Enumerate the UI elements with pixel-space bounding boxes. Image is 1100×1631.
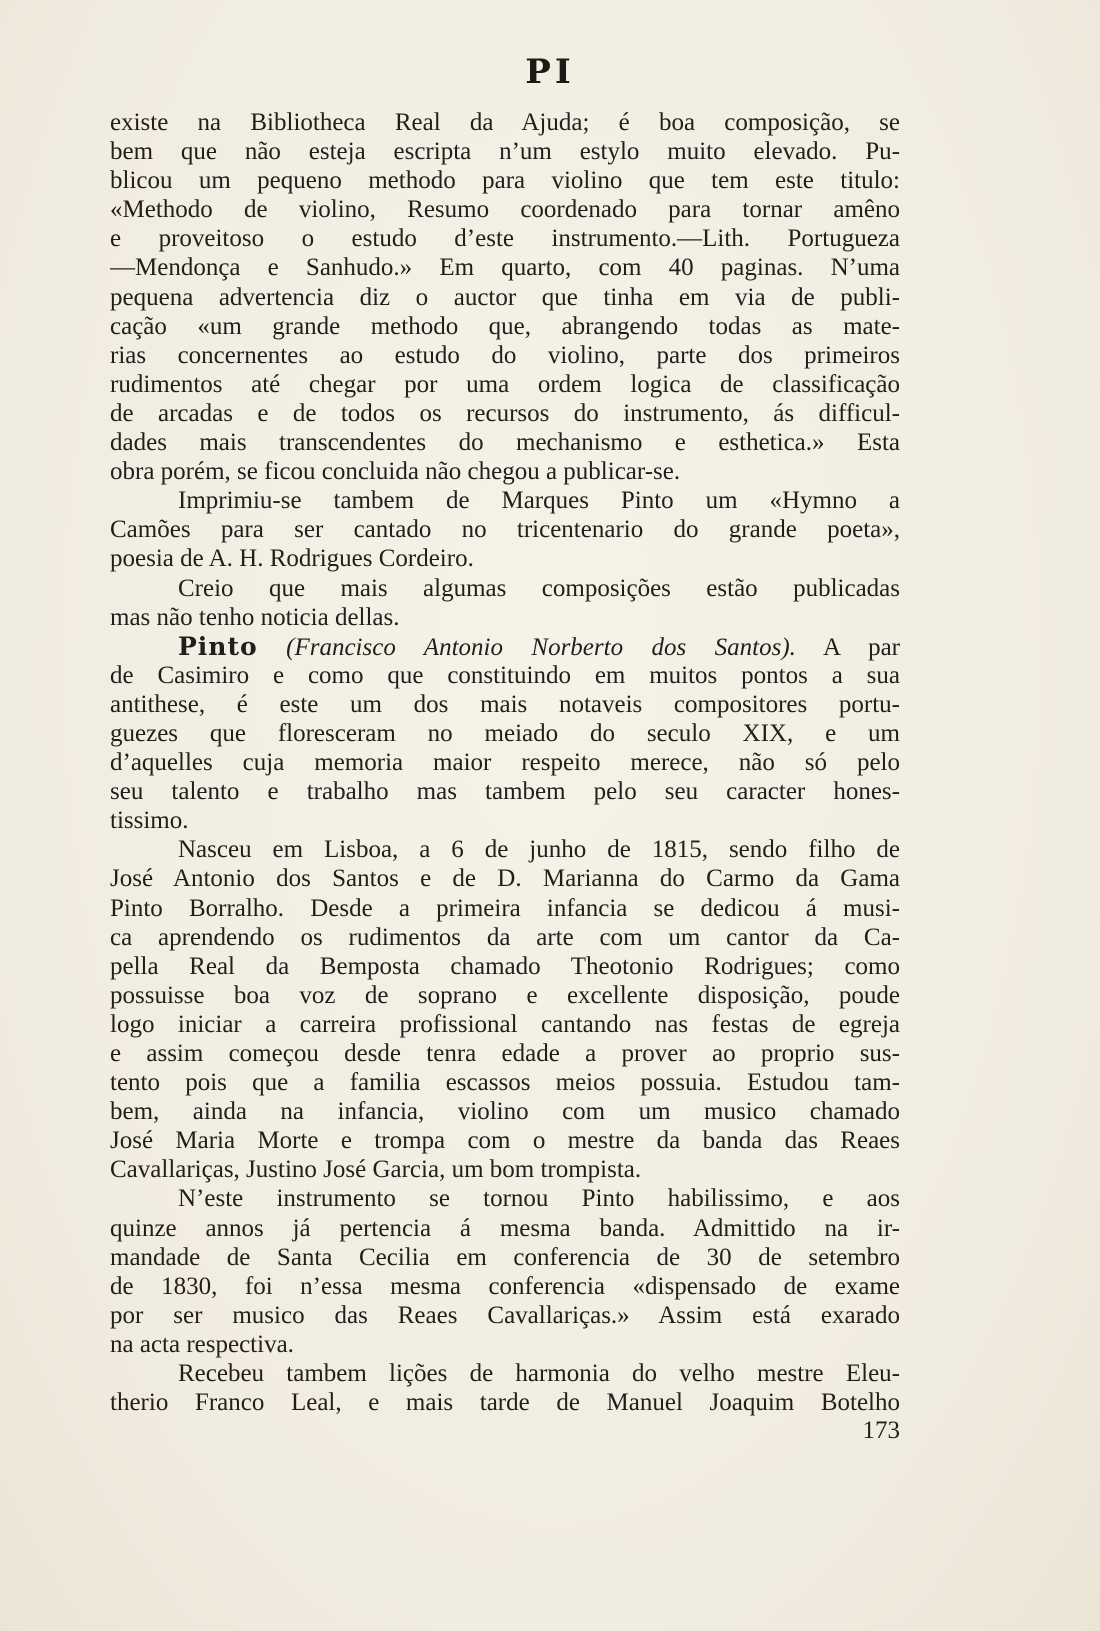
text-line: bem, ainda na infancia, violino com um musico chamado <box>110 1098 900 1126</box>
text-line: de 1830, foi n’essa mesma conferencia «dispensado de exame <box>110 1272 900 1300</box>
text-line: mandade de Santa Cecilia em conferencia de 30 de setembro <box>110 1243 900 1271</box>
text-line: José Maria Morte e trompa com o mestre da banda das Reaes <box>110 1127 900 1155</box>
text-line: Recebeu tambem lições de harmonia do velho mestre Eleu- <box>178 1360 900 1388</box>
text-line: rudimentos até chegar por uma ordem logica de classificação <box>110 370 900 398</box>
text-line: mas não tenho noticia dellas. <box>110 603 400 631</box>
text-line: possuisse boa voz de soprano e excellente disposição, poude <box>110 981 900 1009</box>
text-line: Nasceu em Lisboa, a 6 de junho de 1815, sendo filho de <box>178 836 900 864</box>
text-line: therio Franco Leal, e mais tarde de Manuel Joaquim Botelho <box>110 1389 900 1417</box>
text-line: quinze annos já pertencia á mesma banda. Admittido na ir- <box>110 1214 900 1242</box>
text-line: —Mendonça e Sanhudo.» Em quarto, com 40 paginas. N’uma <box>110 254 900 282</box>
text-line: N’este instrumento se tornou Pinto habilissimo, e aos <box>178 1185 900 1213</box>
text-line: e assim começou desde tenra edade a prover ao proprio sus- <box>110 1040 900 1067</box>
text-line: seu talento e trabalho mas tambem pelo seu caracter hones- <box>110 778 900 806</box>
text-line: Imprimiu-se tambem de Marques Pinto um «Hymno a <box>178 487 900 515</box>
text-line: cação «um grande methodo que, abrangendo todas as mate- <box>110 312 900 340</box>
text-line: e proveitoso o estudo d’este instrumento.—Lith. Portugueza <box>110 225 900 253</box>
text-line: tissimo. <box>110 807 189 835</box>
running-header: PI <box>525 52 575 92</box>
page-number: 173 <box>862 1417 900 1444</box>
text-line: poesia de A. H. Rodrigues Cordeiro. <box>110 545 474 573</box>
text-line: dades mais transcendentes do mechanismo e esthetica.» Esta <box>110 429 900 457</box>
text-line: de Casimiro e como que constituindo em muitos pontos a sua <box>110 661 900 689</box>
text-line: pella Real da Bemposta chamado Theotonio Rodrigues; como <box>110 952 900 980</box>
text-line: blicou um pequeno methodo para violino que tem este titulo: <box>110 167 900 195</box>
entry-head-word: Pinto <box>178 631 258 661</box>
entry-heading-line <box>110 632 900 661</box>
text-line: bem que não esteja escripta n’um estylo muito elevado. Pu- <box>110 138 900 166</box>
text-line: logo iniciar a carreira profissional cantando nas festas de egreja <box>110 1010 900 1038</box>
text-line: Cavallariças, Justino José Garcia, um bom trompista. <box>110 1156 642 1184</box>
text-line: José Antonio dos Santos e de D. Marianna do Carmo da Gama <box>110 865 900 893</box>
text-line: Creio que mais algumas composições estão publicadas <box>178 574 900 602</box>
text-line: tento pois que a familia escassos meios possuia. Estudou tam- <box>110 1069 900 1097</box>
text-line: Camões para ser cantado no tricentenario do grande poeta», <box>110 516 900 544</box>
body-text <box>110 108 900 1417</box>
text-line: «Methodo de violino, Resumo coordenado para tornar amêno <box>110 196 900 224</box>
text-line: pequena advertencia diz o auctor que tinha em via de publi- <box>110 283 900 311</box>
text-line: ca aprendendo os rudimentos da arte com um cantor da Ca- <box>110 923 900 951</box>
entry-full-name: (Francisco Antonio Norberto dos Santos). <box>286 633 796 661</box>
text-line: por ser musico das Reaes Cavallariças.» Assim está exarado <box>110 1301 900 1329</box>
entry-continuation: A par <box>822 633 900 661</box>
text-line: na acta respectiva. <box>110 1330 294 1358</box>
text-line: guezes que floresceram no meiado do seculo XIX, e um <box>110 719 900 747</box>
text-line: de arcadas e de todos os recursos do instrumento, ás difficul- <box>110 399 900 427</box>
text-line: Pinto Borralho. Desde a primeira infancia se dedicou á musi- <box>110 894 900 922</box>
text-line: obra porém, se ficou concluida não chegou a publicar-se. <box>110 458 681 486</box>
text-line: existe na Bibliotheca Real da Ajuda; é boa composição, se <box>110 109 900 136</box>
text-line: antithese, é este um dos mais notaveis compositores portu- <box>110 690 900 718</box>
text-line: rias concernentes ao estudo do violino, parte dos primeiros <box>110 341 900 369</box>
text-line: d’aquelles cuja memoria maior respeito merece, não só pelo <box>110 749 900 777</box>
